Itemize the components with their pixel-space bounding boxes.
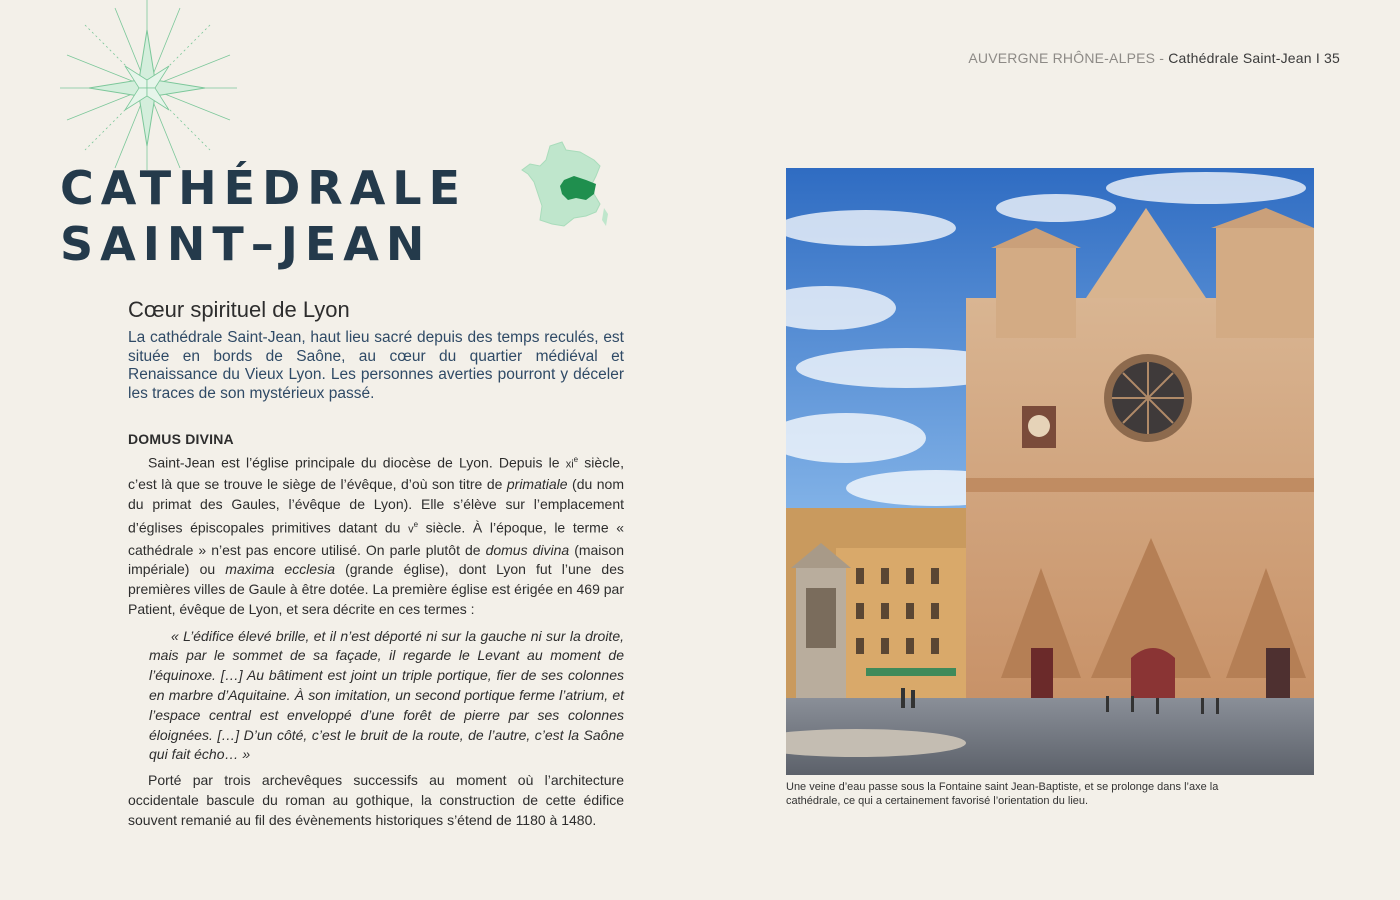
chapter-title <box>60 160 467 272</box>
body-paragraph-2: Porté par trois archevêques successifs au moment où l’architecture occidentale bascule du roman au gothique, la construction de cette édifice souvent remanié au fil des évènements historiques s’étend de 1180 à 1480. <box>128 772 624 828</box>
body-text-run: siècle. À l’époque, le terme « cathédrale » n’est pas encore utilisé. On parle plutôt de <box>128 519 624 558</box>
body-text <box>128 450 624 831</box>
section-heading: DOMUS DIVINA <box>128 431 234 447</box>
header-region: AUVERGNE RHÔNE-ALPES <box>968 50 1156 66</box>
header-chapter: Cathédrale Saint-Jean I 35 <box>1168 50 1340 66</box>
body-text-run: (du nom du primat des Gaules, l’évêque de Lyon). Elle s’élève sur l’emplacement d’églises épiscopales primitives datant du <box>128 476 625 536</box>
article-subtitle: Cœur spirituel de Lyon <box>128 297 350 322</box>
body-text-run: (maison impériale) ou <box>128 541 624 578</box>
body-text-run: Saint-Jean est l’église principale du diocèse de Lyon. Depuis le <box>148 454 566 471</box>
running-header <box>968 50 1340 66</box>
superscript: e <box>573 455 579 464</box>
italic-term: primatiale <box>506 476 568 493</box>
header-separator: - <box>1155 50 1169 66</box>
italic-term: domus divina <box>485 541 570 558</box>
superscript: e <box>413 520 419 530</box>
body-text-run: siècle, c’est là que se trouve le siège de l’évêque, d’où son titre de <box>128 454 624 493</box>
cathedral-photo-illustration <box>786 168 1314 775</box>
body-paragraph-1 <box>128 450 624 620</box>
italic-term: maxima ecclesia <box>225 561 335 578</box>
block-quote: « L’édifice élevé brille, et il n’est déporté ni sur la gauche ni sur la droite, mais par le sommet de sa façade, il regarde le Levant au moment de l’équinoxe. […] Au bâtiment est joint un triple portique, fier de ses colonnes en marbre d’Aquitaine. À son imitation, un second portique ferme l’atrium, et l’espace central est enveloppé d’une forêt de pierre par ses colonnes éloignées. […] D’un côté, c’est le bruit de la route, de l’autre, c’est la Saône qui fait écho… » <box>149 627 624 763</box>
cathedral-photo <box>786 168 1314 775</box>
france-region-map-icon <box>520 140 612 230</box>
century-numeral: xi <box>565 458 574 471</box>
chapter-title-line-1: CATHÉDRALE <box>60 161 468 215</box>
photo-caption: Une veine d’eau passe sous la Fontaine saint Jean-Baptiste, et se prolonge dans l’axe la cathédrale, ce qui a certainement favorisé l’orientation du lieu. <box>786 781 1219 807</box>
lead-paragraph: La cathédrale Saint-Jean, haut lieu sacré depuis des temps reculés, est située en bords de Saône, au cœur du quartier médiéval et Renaissance du Vieux Lyon. Les personnes averties pourront y déceler les traces de son mystérieux passé. <box>128 329 624 402</box>
compass-rose-icon <box>55 0 240 175</box>
century-numeral: v <box>408 523 414 536</box>
body-text-run: (grande église), dont Lyon fut l’une des premières villes de Gaule à être dotée. La première église est érigée en 469 par Patient, évêque de Lyon, et sera décrite en ces termes : <box>128 561 624 617</box>
chapter-title-line-2: SAINT–JEAN <box>60 217 432 271</box>
